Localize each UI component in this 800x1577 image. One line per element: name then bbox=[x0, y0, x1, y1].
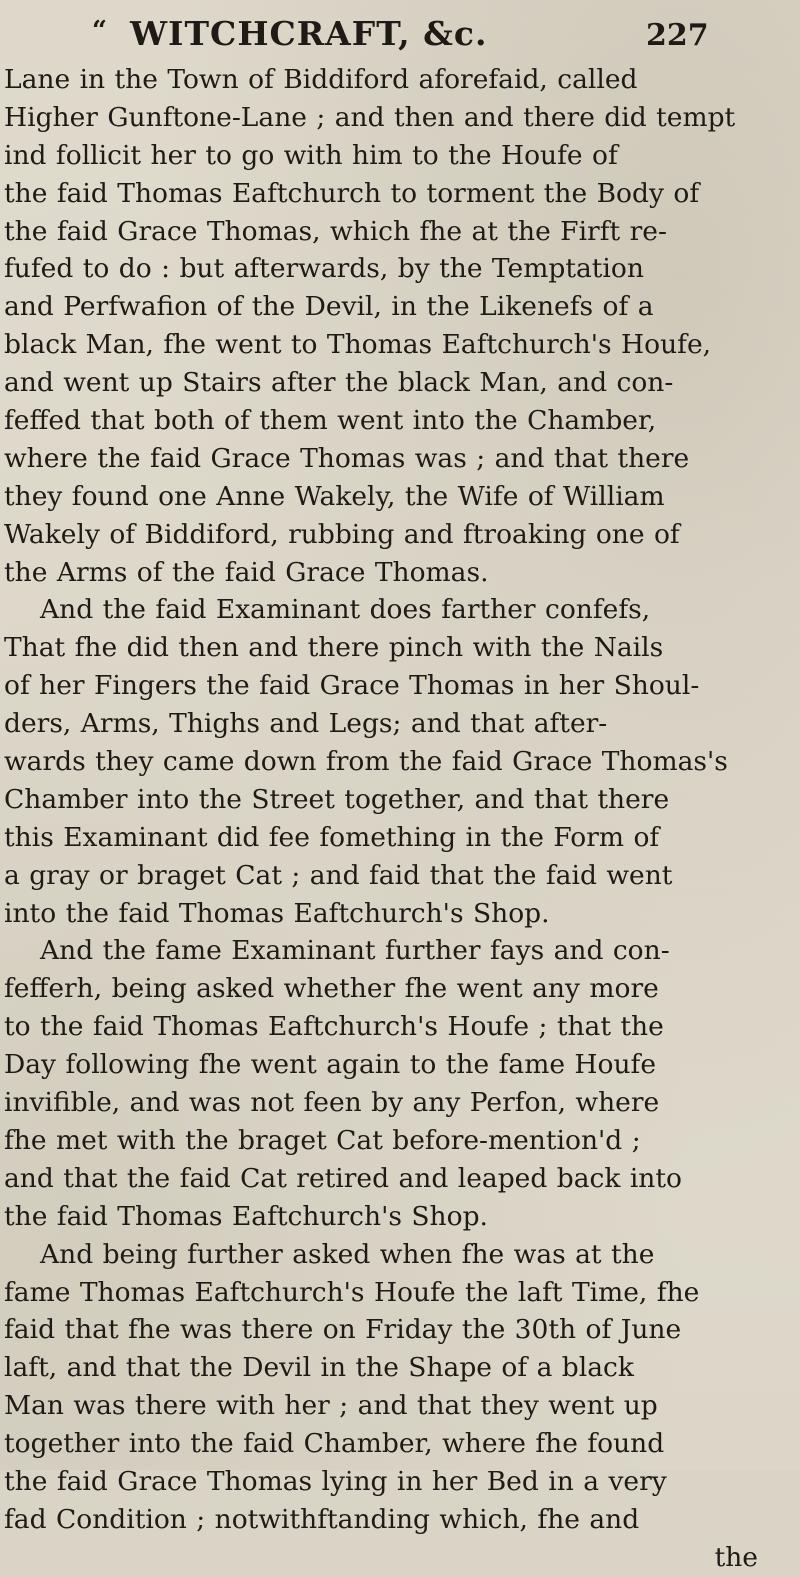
page-header bbox=[0, 14, 730, 58]
text-line: the faid Grace Thomas lying in her Bed in a very bbox=[4, 1465, 667, 1497]
text-line: faid that fhe was there on Friday the 30th of June bbox=[4, 1314, 682, 1346]
text-line: ind follicit her to go with him to the Houfe of bbox=[4, 139, 618, 171]
text-line: black Man, fhe went to Thomas Eaftchurch's Houfe, bbox=[4, 329, 712, 361]
text-line: fhe met with the braget Cat before-mention'd ; bbox=[4, 1124, 641, 1156]
text-line: fame Thomas Eaftchurch's Houfe the laft Time, fhe bbox=[4, 1276, 700, 1308]
text-line: ders, Arms, Thighs and Legs; and that after- bbox=[4, 708, 608, 740]
text-line: and Perfwafion of the Devil, in the Likenefs of a bbox=[4, 291, 654, 323]
text-line: where the faid Grace Thomas was ; and that there bbox=[4, 442, 690, 474]
text-line: to the faid Thomas Eaftchurch's Houfe ; that the bbox=[4, 1011, 664, 1043]
text-line: the faid Thomas Eaftchurch to torment the Body of bbox=[4, 177, 700, 209]
text-line: fad Condition ; notwithftanding which, fhe and bbox=[4, 1503, 640, 1535]
text-line: of her Fingers the faid Grace Thomas in her Shoul- bbox=[4, 670, 700, 702]
text-line: laft, and that the Devil in the Shape of a black bbox=[4, 1352, 634, 1384]
text-line: invifible, and was not feen by any Perfon, where bbox=[4, 1087, 660, 1119]
text-line: fufed to do : but afterwards, by the Temptation bbox=[4, 253, 644, 285]
text-line: the bbox=[714, 1541, 758, 1573]
text-line: they found one Anne Wakely, the Wife of William bbox=[4, 480, 665, 512]
text-line: That fhe did then and there pinch with the Nails bbox=[4, 632, 664, 664]
text-line: the faid Thomas Eaftchurch's Shop. bbox=[4, 1200, 488, 1232]
text-line: Man was there with her ; and that they went up bbox=[4, 1390, 658, 1422]
text-line: feffed that both of them went into the Chamber, bbox=[4, 405, 657, 437]
text-line: And the fame Examinant further fays and con- bbox=[40, 935, 670, 967]
text-line: Day following fhe went again to the fame Houfe bbox=[4, 1049, 657, 1081]
text-line: this Examinant did fee fomething in the Form of bbox=[4, 821, 660, 853]
text-line: a gray or braget Cat ; and faid that the faid went bbox=[4, 859, 673, 891]
body-text bbox=[0, 61, 790, 1577]
text-line: fefferh, being asked whether fhe went any more bbox=[4, 973, 659, 1005]
text-line: Chamber into the Street together, and that there bbox=[4, 783, 670, 815]
text-line: together into the faid Chamber, where fhe found bbox=[4, 1428, 665, 1460]
text-line: and that the faid Cat retired and leaped back into bbox=[4, 1162, 682, 1194]
text-line: Higher Gunftone-Lane ; and then and there did tempt bbox=[4, 101, 736, 133]
text-line: into the faid Thomas Eaftchurch's Shop. bbox=[4, 897, 550, 929]
text-line: Lane in the Town of Biddiford aforefaid, called bbox=[4, 64, 638, 95]
running-title: WITCHCRAFT, &c. bbox=[130, 14, 488, 53]
text-line: the faid Grace Thomas, which fhe at the Firft re- bbox=[4, 215, 667, 247]
text-line: and went up Stairs after the black Man, and con- bbox=[4, 367, 674, 399]
header-mark: “ bbox=[92, 16, 107, 46]
text-line: Wakely of Biddiford, rubbing and ftroaking one of bbox=[4, 518, 680, 550]
text-line: the Arms of the faid Grace Thomas. bbox=[4, 556, 489, 588]
page-number: 227 bbox=[646, 18, 709, 53]
text-line: And the faid Examinant does farther confefs, bbox=[40, 594, 651, 626]
text-line: And being further asked when fhe was at the bbox=[40, 1238, 655, 1270]
text-line: wards they came down from the faid Grace Thomas's bbox=[4, 746, 728, 778]
